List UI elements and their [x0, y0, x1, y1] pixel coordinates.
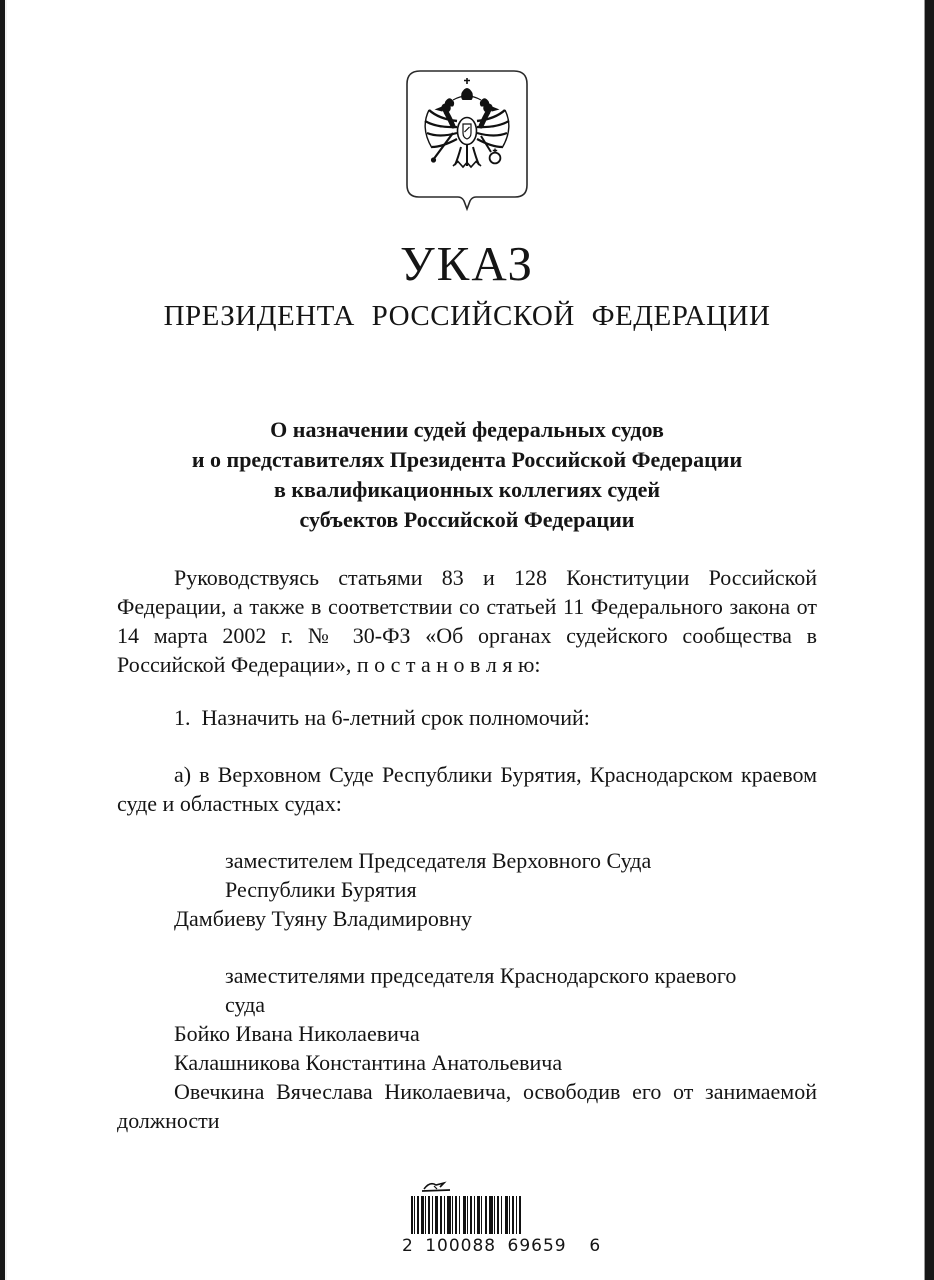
decree-subject-heading: [107, 415, 827, 535]
clause-a: а) в Верховном Суде Республики Бурятия, Краснодарском краевом суде и областных судах:: [117, 762, 817, 817]
appointee-name: Бойко Ивана Николаевича: [174, 1021, 420, 1047]
preamble-paragraph: Руководствуясь статьями 83 и 128 Конституции Российской Федерации, а также в соответствии со статьей 11 Федерального закона от 14 марта 2002 г. № 30-ФЗ «Об органах судейского сообщества в Российской Федерации», п о с т а н о в л я ю:: [117, 565, 817, 678]
position-line: заместителем Председателя Верховного Суда: [225, 848, 652, 874]
clause-1: 1. Назначить на 6-летний срок полномочий:: [174, 705, 590, 731]
barcode-number: 2 100088 69659 6: [402, 1236, 602, 1257]
subject-line: субъектов Российской Федерации: [299, 507, 635, 533]
appointment-block-2: [117, 961, 817, 1135]
decree-body: [117, 563, 817, 1135]
barcode-bars: [411, 1196, 523, 1234]
appointment-block-1: [117, 846, 817, 933]
decree-subtitle: ПРЕЗИДЕНТА РОССИЙСКОЙ ФЕДЕРАЦИИ: [163, 300, 771, 333]
position-line: суда: [225, 992, 266, 1018]
subject-line: О назначении судей федеральных судов: [270, 417, 664, 443]
scan-edge-left: [0, 0, 7, 1280]
scan-edge-right: [924, 0, 934, 1280]
appointee-name: Дамбиеву Туяну Владимировну: [174, 906, 472, 932]
position-line: Республики Бурятия: [225, 877, 417, 903]
subject-line: в квалификационных коллегиях судей: [273, 477, 661, 503]
appointee-name: Овечкина Вячеслава Николаевича, освободив его от занимаемой должности: [117, 1079, 817, 1134]
subject-line: и о представителях Президента Российской Федерации: [191, 447, 743, 473]
position-line: заместителями председателя Краснодарского краевого: [225, 963, 737, 989]
decree-title: УКАЗ: [399, 236, 535, 291]
coat-of-arms-icon: [406, 70, 528, 214]
appointee-name: Калашникова Константина Анатольевича: [174, 1050, 563, 1076]
registration-mark-icon: [420, 1179, 456, 1195]
barcode: [402, 1179, 602, 1257]
